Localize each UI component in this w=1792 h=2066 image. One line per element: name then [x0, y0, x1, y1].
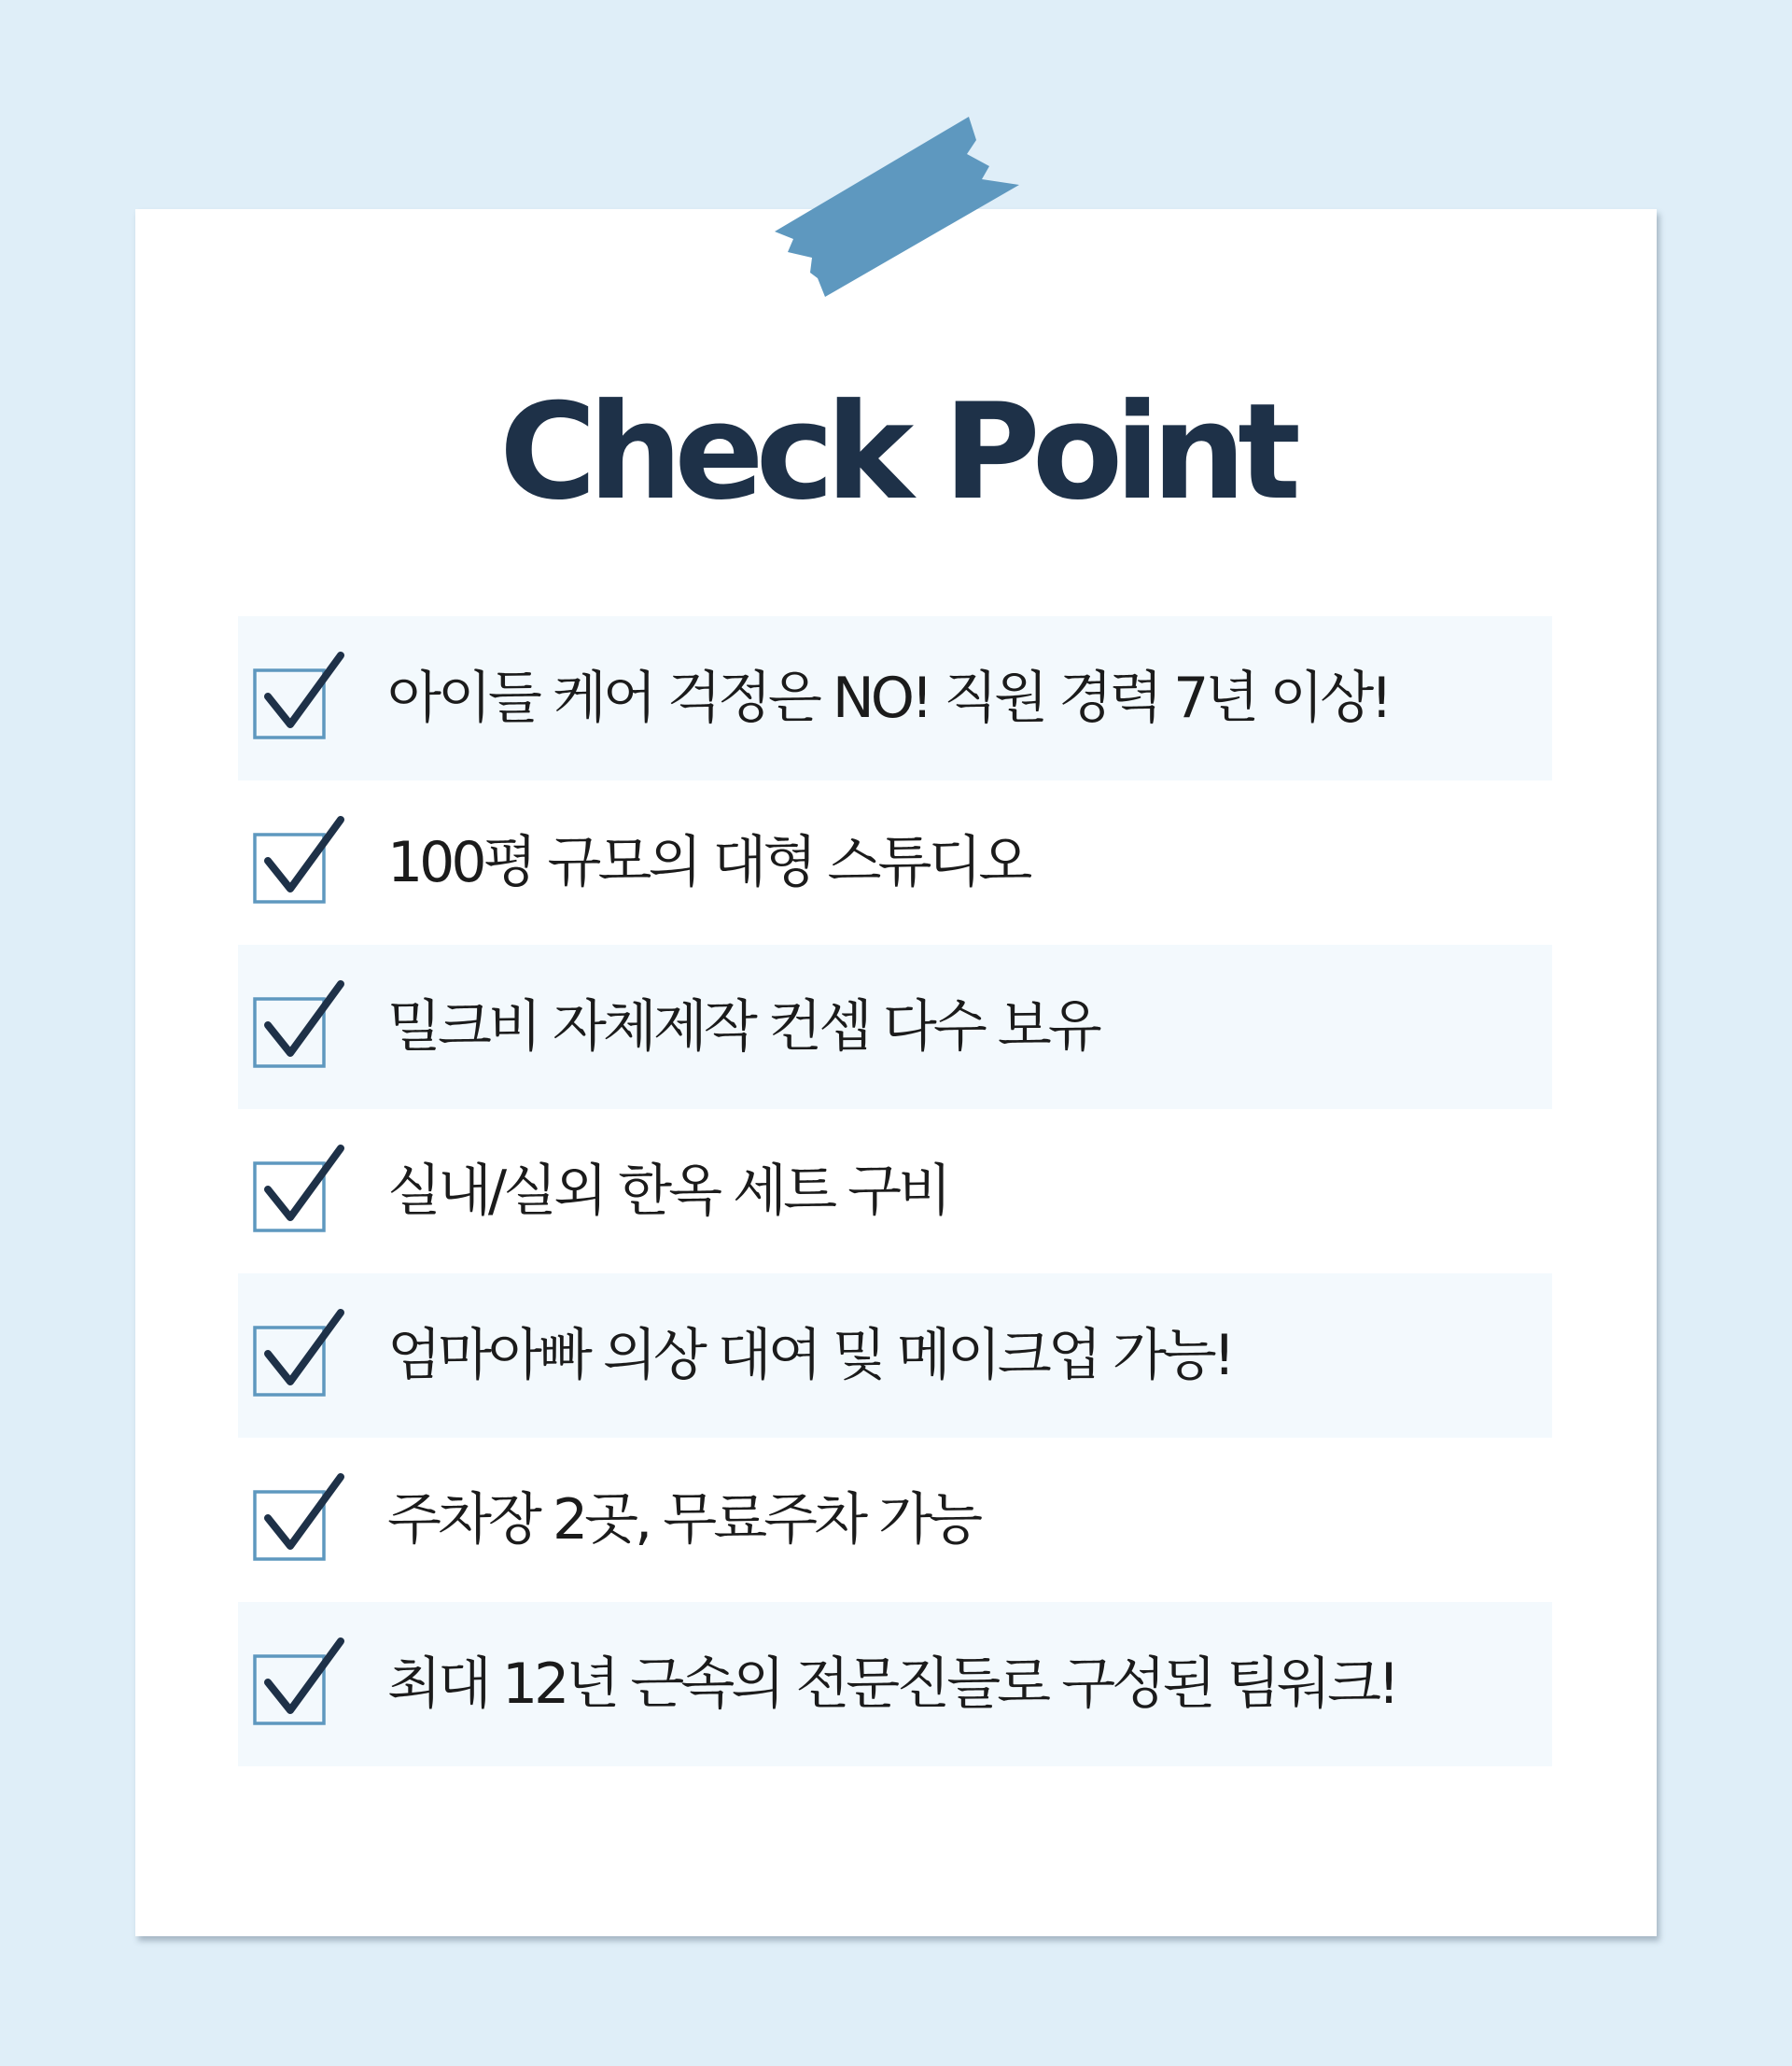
- item-label: 최대 12년 근속의 전문진들로 구성된 팀워크!: [387, 1651, 1397, 1717]
- list-item: [238, 1438, 1552, 1602]
- item-label: 아이들 케어 걱정은 NO! 직원 경력 7년 이상!: [387, 666, 1390, 731]
- item-label: 100평 규모의 대형 스튜디오: [387, 830, 1029, 895]
- item-label: 엄마아빠 의상 대여 및 메이크업 가능!: [387, 1323, 1232, 1388]
- checkpoint-card: [135, 209, 1657, 1936]
- list-item: [238, 1109, 1552, 1273]
- checklist: [238, 616, 1552, 1766]
- checked-checkbox-icon: [251, 1636, 354, 1729]
- checked-checkbox-icon: [251, 978, 354, 1072]
- list-item: [238, 1602, 1552, 1766]
- checked-checkbox-icon: [251, 1471, 354, 1565]
- item-label: 실내/실외 한옥 세트 구비: [387, 1159, 949, 1224]
- list-item: [238, 616, 1552, 780]
- list-item: [238, 945, 1552, 1109]
- list-item: [238, 780, 1552, 945]
- checked-checkbox-icon: [251, 1143, 354, 1236]
- item-label: 주차장 2곳, 무료주차 가능: [387, 1487, 980, 1553]
- page-title: Check Point: [499, 375, 1293, 529]
- item-label: 밀크비 자체제작 컨셉 다수 보유: [387, 994, 1099, 1060]
- checked-checkbox-icon: [251, 814, 354, 907]
- checked-checkbox-icon: [251, 1307, 354, 1400]
- checked-checkbox-icon: [251, 650, 354, 743]
- list-item: [238, 1273, 1552, 1438]
- masking-tape-decoration: [765, 112, 1027, 308]
